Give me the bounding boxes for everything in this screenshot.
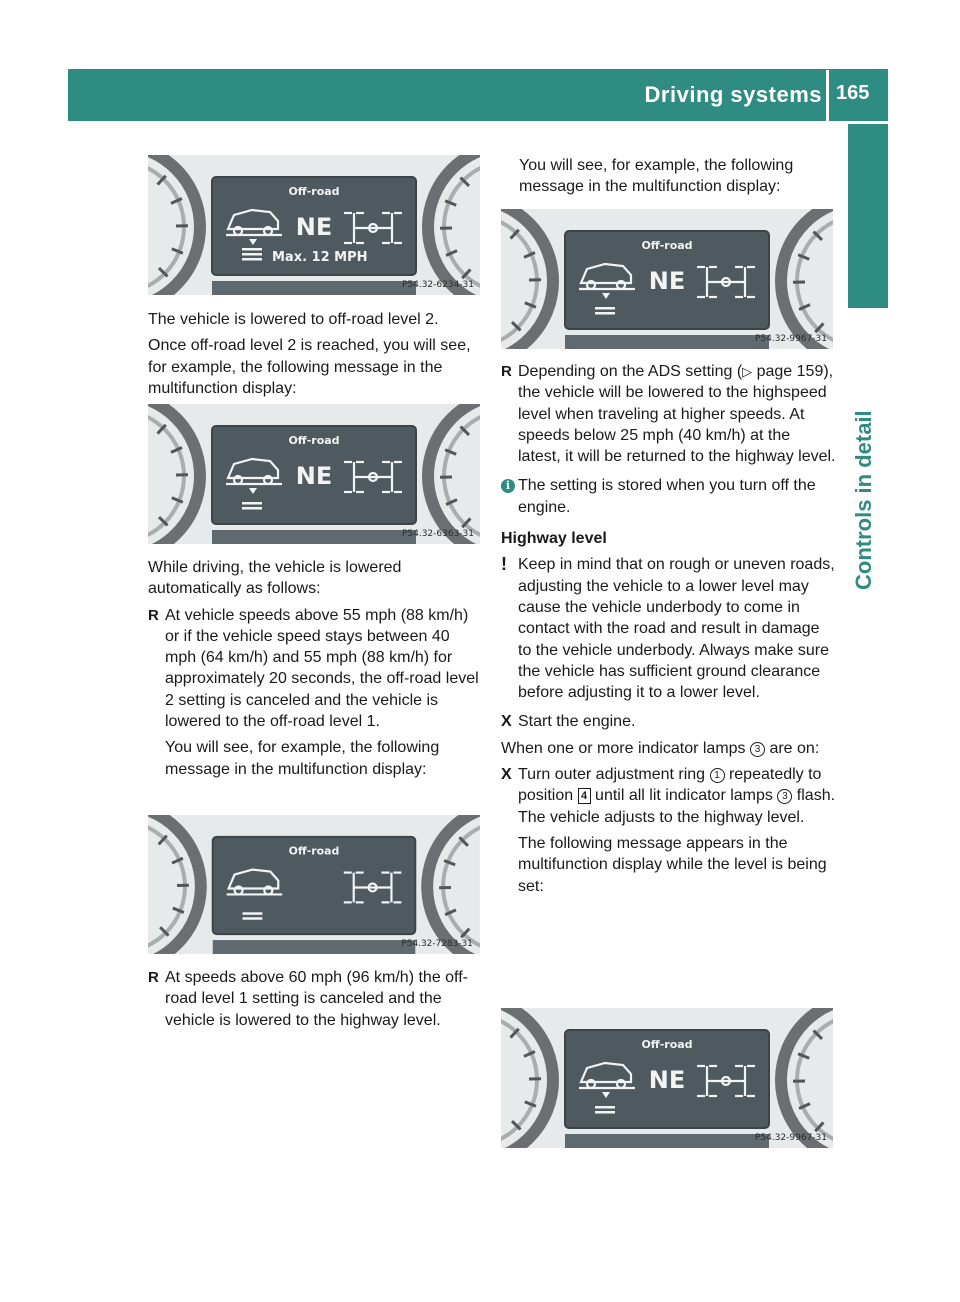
- page-number: 165: [836, 82, 870, 104]
- display-illustration: [501, 1008, 833, 1148]
- figure-display-2: [148, 404, 480, 544]
- display-title: Off-road: [641, 1038, 693, 1051]
- bullet-marker: R: [148, 969, 159, 986]
- figure-ref-code: P54.32-9967-31: [754, 334, 827, 344]
- paragraph: While driving, the vehicle is lowered automatically as follows:: [148, 559, 402, 598]
- page-ref-arrow-icon: ▷: [742, 364, 753, 379]
- display-illustration: [148, 404, 480, 544]
- display-lower-bezel: [213, 940, 416, 954]
- display-lower-bezel: [565, 335, 769, 349]
- display-illustration: [148, 815, 480, 954]
- display-title: Off-road: [288, 844, 340, 858]
- bullet-subtext: You will see, for example, the following message in the multifunction display:: [165, 739, 440, 778]
- side-tab-label: Controls in detail: [851, 410, 876, 590]
- step-subtext: The vehicle adjusts to the highway level.: [518, 808, 805, 826]
- paragraph: You will see, for example, the following message in the multifunction display:: [519, 157, 794, 196]
- step-item: X Turn outer adjustment ring 1 repeatedly to position 4 until all lit indicator lamps 3 flash.: [501, 766, 836, 805]
- display-title: Off-road: [288, 434, 340, 447]
- left-text-middle: [148, 557, 483, 780]
- left-text-bottom: [148, 967, 483, 1031]
- display-extra: Max. 12 MPH: [272, 250, 368, 265]
- figure-display-4: [501, 209, 833, 349]
- level-bars-icon: [242, 248, 262, 261]
- bullet-item: R Depending on the ADS setting (▷ page 159), the vehicle will be lowered to the highspeed level when traveling at higher speeds. At speeds below 25 mph (40 km/h) at the latest, it will be returned to the highway level.: [501, 363, 836, 466]
- step-subtext: The following message appears in the multifunction display while the level is being set:: [518, 834, 827, 895]
- display-lower-bezel: [212, 281, 416, 295]
- right-text-top: [501, 155, 836, 198]
- figure-ref-code: P54.32-9967-31: [754, 1133, 827, 1143]
- bullet-item: R At vehicle speeds above 55 mph (88 km/h) or if the vehicle speed stays between 40 mph (64 km/h) and 55 mph (88 km/h) for approximately 20 seconds, the off-road level 2 setting is canceled and the vehicle is lowered to the off-road level 1.: [148, 606, 479, 731]
- figure-display-5: [501, 1008, 833, 1148]
- callout-number: 3: [777, 789, 792, 804]
- warning-icon: !: [501, 554, 507, 575]
- position-number: 4: [578, 788, 591, 804]
- warning-note: ! Keep in mind that on rough or uneven roads, adjusting the vehicle to a lower level may cause the vehicle underbody to come in contact with the road and result in damage to the vehicle underbody. Always make sure the vehicle has sufficient ground clearance before adjusting it to a lower level.: [501, 554, 835, 702]
- figure-display-3: [148, 815, 480, 954]
- side-tab: [848, 124, 888, 308]
- section-title: Driving systems: [644, 82, 822, 107]
- figure-display-1: [148, 155, 480, 295]
- display-code: NE: [295, 213, 333, 241]
- display-illustration: [501, 209, 833, 349]
- header-divider: [826, 70, 829, 121]
- display-lower-bezel: [212, 530, 416, 544]
- display-code: NE: [295, 462, 333, 490]
- callout-number: 1: [710, 768, 725, 783]
- right-text-main: [501, 361, 836, 897]
- info-icon: i: [501, 475, 515, 496]
- display-code: NE: [648, 1066, 686, 1094]
- step-item: X Start the engine.: [501, 711, 836, 732]
- display-code: NE: [648, 267, 686, 295]
- paragraph: When one or more indicator lamps 3 are on:: [501, 739, 820, 757]
- left-text-top: [148, 309, 483, 399]
- display-illustration: [148, 155, 480, 295]
- step-marker: X: [501, 713, 512, 731]
- figure-ref-code: P54.32-6234-31: [401, 280, 474, 290]
- paragraph: Once off-road level 2 is reached, you will see, for example, the following message in the multifunction display:: [148, 337, 471, 397]
- step-marker: X: [501, 766, 512, 784]
- figure-ref-code: P54.32-6363-31: [401, 529, 474, 539]
- info-note: i The setting is stored when you turn off the engine.: [501, 475, 836, 518]
- display-title: Off-road: [288, 185, 340, 198]
- bullet-item: R At speeds above 60 mph (96 km/h) the off-road level 1 setting is canceled and the vehicle is lowered to the highway level.: [148, 969, 468, 1029]
- display-title: Off-road: [641, 239, 693, 252]
- callout-number: 3: [750, 742, 765, 757]
- bullet-marker: R: [501, 363, 512, 380]
- figure-ref-code: P54.32-7283-31: [401, 939, 473, 950]
- bullet-marker: R: [148, 606, 159, 624]
- display-lower-bezel: [565, 1134, 769, 1148]
- section-heading: Highway level: [501, 530, 607, 548]
- paragraph: The vehicle is lowered to off-road level 2.: [148, 311, 439, 328]
